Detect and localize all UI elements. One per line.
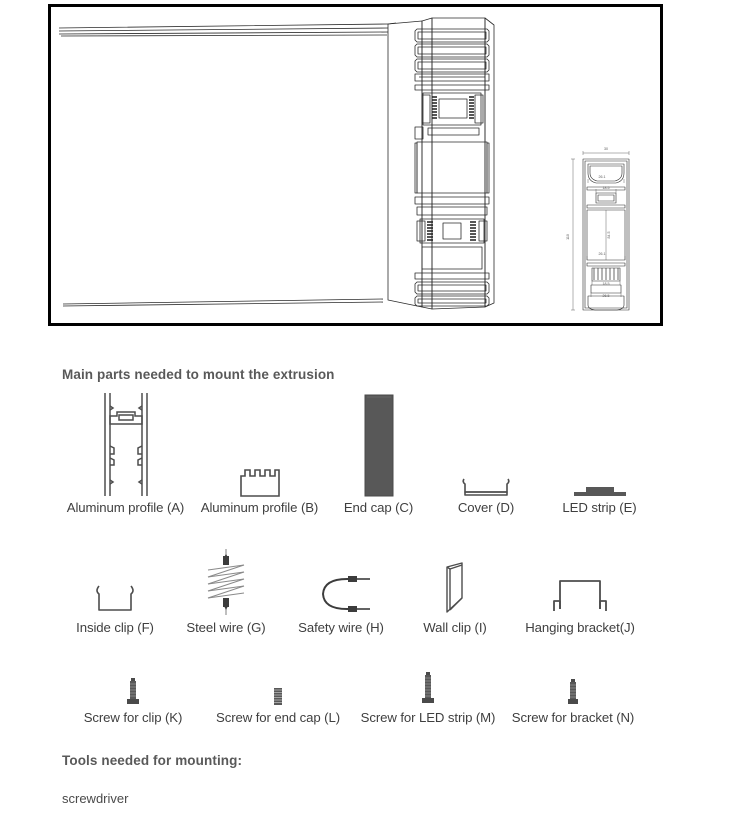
screw-clip-art xyxy=(62,671,204,707)
svg-text:30: 30 xyxy=(604,147,608,151)
cover-icon xyxy=(459,475,513,497)
part-screw-for-end-cap xyxy=(204,665,352,725)
technical-drawing-panel xyxy=(48,4,663,326)
top-cover-detail xyxy=(415,29,489,81)
screw-bracket-art xyxy=(504,671,642,707)
part-label: Aluminum profile (A) xyxy=(66,500,185,515)
part-wall-clip xyxy=(400,545,510,635)
end-cap-icon xyxy=(363,394,395,497)
upper-bracket-detail xyxy=(415,85,489,139)
part-screw-for-clip xyxy=(62,665,204,725)
hanging-bracket-icon xyxy=(551,576,609,616)
svg-text:18.5: 18.5 xyxy=(602,186,610,190)
screw-end-cap-art xyxy=(204,671,352,707)
part-label: Screw for LED strip (M) xyxy=(360,710,496,725)
steel-wire-art xyxy=(170,548,282,616)
part-screw-for-led-strip xyxy=(352,665,504,725)
part-label: Cover (D) xyxy=(457,500,515,515)
part-label: End cap (C) xyxy=(343,500,414,515)
led-strip-icon xyxy=(572,481,628,497)
parts-section-heading: Main parts needed to mount the extrusion xyxy=(62,367,335,382)
part-aluminum-profile-a xyxy=(58,390,193,515)
end-cap-art xyxy=(326,392,431,497)
extrusion-assembly-drawing xyxy=(51,7,660,323)
safety-wire-icon xyxy=(310,572,372,616)
hanging-bracket-art xyxy=(510,548,650,616)
part-label: Screw for end cap (L) xyxy=(216,710,340,725)
wall-clip-icon xyxy=(438,560,472,616)
tools-section-heading: Tools needed for mounting: xyxy=(62,753,243,768)
dimension-labels xyxy=(566,147,611,298)
svg-text:26.5: 26.5 xyxy=(602,294,610,298)
cross-section-detail xyxy=(566,147,629,310)
safety-wire-art xyxy=(282,548,400,616)
part-label: Screw for bracket (N) xyxy=(511,710,635,725)
part-screw-for-bracket xyxy=(504,665,642,725)
part-hanging-bracket xyxy=(510,545,650,635)
part-label: Screw for clip (K) xyxy=(83,710,183,725)
middle-body-section xyxy=(415,142,489,193)
part-safety-wire xyxy=(282,545,400,635)
part-led-strip xyxy=(541,390,658,515)
aluminum-profile-b-art xyxy=(193,392,326,497)
part-label: Inside clip (F) xyxy=(76,620,154,635)
part-label: Wall clip (I) xyxy=(423,620,487,635)
aluminum-profile-a-art xyxy=(58,392,193,497)
svg-text:110: 110 xyxy=(566,234,570,240)
inside-clip-icon xyxy=(90,582,140,616)
screw-led-strip-icon xyxy=(418,671,438,707)
parts-row-3 xyxy=(62,665,642,725)
lower-bracket-detail xyxy=(415,197,489,269)
part-aluminum-profile-b xyxy=(193,390,326,515)
tools-list-value: screwdriver xyxy=(62,791,129,806)
svg-text:26.1: 26.1 xyxy=(598,175,606,179)
steel-wire-icon xyxy=(198,548,254,616)
part-cover xyxy=(431,390,541,515)
part-label: Hanging bracket(J) xyxy=(525,620,635,635)
part-steel-wire xyxy=(170,545,282,635)
part-label: Steel wire (G) xyxy=(186,620,266,635)
screw-end-cap-icon xyxy=(269,675,287,707)
screw-led-strip-art xyxy=(352,671,504,707)
screw-clip-icon xyxy=(123,675,143,707)
part-label: Aluminum profile (B) xyxy=(200,500,319,515)
aluminum-profile-b-icon xyxy=(237,463,283,497)
aluminum-profile-a-icon xyxy=(95,392,157,497)
svg-text:26.1: 26.1 xyxy=(598,252,606,256)
bottom-cover-detail xyxy=(415,273,489,306)
cover-art xyxy=(431,392,541,497)
parts-row-2 xyxy=(60,545,655,635)
wall-clip-art xyxy=(400,548,510,616)
screw-bracket-icon xyxy=(563,675,583,707)
part-label: LED strip (E) xyxy=(562,500,637,515)
ceiling-perspective-lines xyxy=(59,23,396,306)
inside-clip-art xyxy=(60,548,170,616)
part-inside-clip xyxy=(60,545,170,635)
svg-text:18.5: 18.5 xyxy=(602,282,610,286)
svg-text:84.5: 84.5 xyxy=(607,231,611,239)
part-label: Safety wire (H) xyxy=(298,620,384,635)
part-end-cap xyxy=(326,390,431,515)
led-strip-art xyxy=(541,392,658,497)
parts-row-1 xyxy=(58,390,658,515)
